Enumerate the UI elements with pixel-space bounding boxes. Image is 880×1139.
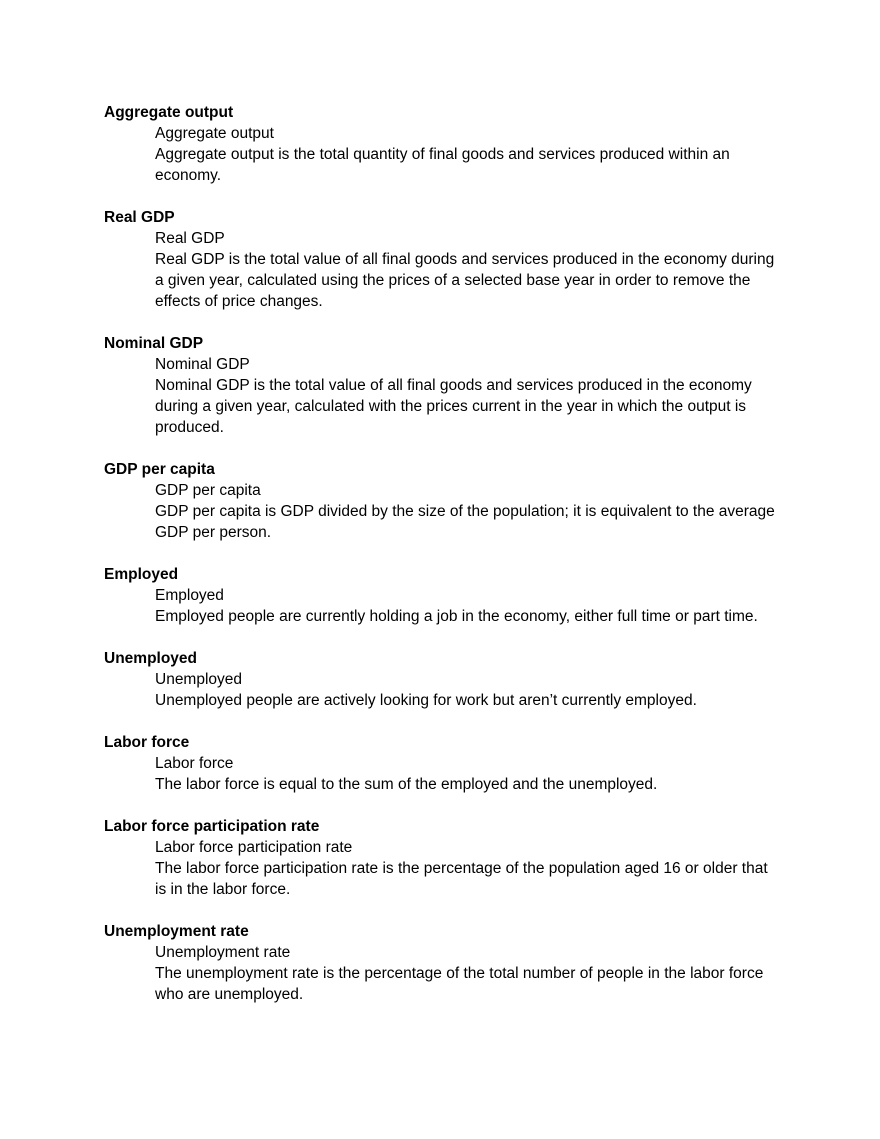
term-repeat: Real GDP bbox=[155, 230, 225, 247]
glossary-entry-real-gdp bbox=[104, 207, 794, 312]
term-definition: Employed people are currently holding a job in the economy, either full time or part time. bbox=[155, 608, 758, 625]
term-repeat: Labor force participation rate bbox=[155, 839, 353, 856]
term-heading: Labor force participation rate bbox=[104, 818, 320, 835]
term-definition: The labor force is equal to the sum of the employed and the unemployed. bbox=[155, 776, 658, 793]
glossary-entry-nominal-gdp bbox=[104, 333, 794, 438]
glossary-entry-labor-force bbox=[104, 732, 794, 795]
term-heading: Aggregate output bbox=[104, 104, 234, 121]
glossary-document bbox=[104, 102, 794, 1026]
term-definition: Aggregate output is the total quantity of final goods and services produced within an economy. bbox=[155, 146, 730, 184]
term-repeat: Aggregate output bbox=[155, 125, 274, 142]
term-repeat: GDP per capita bbox=[155, 482, 261, 499]
glossary-entry-labor-force-participation-rate bbox=[104, 816, 794, 900]
term-definition: The unemployment rate is the percentage of the total number of people in the labor force who are unemployed. bbox=[155, 965, 764, 1003]
term-repeat: Labor force bbox=[155, 755, 234, 772]
term-repeat: Unemployed bbox=[155, 671, 243, 688]
term-heading: GDP per capita bbox=[104, 461, 215, 478]
term-definition: The labor force participation rate is the percentage of the population aged 16 or older that is in the labor force. bbox=[155, 860, 768, 898]
glossary-entry-unemployment-rate bbox=[104, 921, 794, 1005]
term-heading: Employed bbox=[104, 566, 179, 583]
glossary-entry-unemployed bbox=[104, 648, 794, 711]
glossary-entry-gdp-per-capita bbox=[104, 459, 794, 543]
term-repeat: Unemployment rate bbox=[155, 944, 291, 961]
term-heading: Nominal GDP bbox=[104, 335, 204, 352]
term-definition: Real GDP is the total value of all final goods and services produced in the economy during a given year, calculated using the prices of a selected base year in order to remove the effects of price changes. bbox=[155, 251, 775, 310]
term-repeat: Employed bbox=[155, 587, 224, 604]
term-heading: Labor force bbox=[104, 734, 190, 751]
term-heading: Unemployment rate bbox=[104, 923, 249, 940]
term-definition: Nominal GDP is the total value of all final goods and services produced in the economy during a given year, calculated with the prices current in the year in which the output is produced. bbox=[155, 377, 752, 436]
term-definition: Unemployed people are actively looking for work but aren’t currently employed. bbox=[155, 692, 697, 709]
glossary-entry-employed bbox=[104, 564, 794, 627]
term-heading: Unemployed bbox=[104, 650, 198, 667]
term-definition: GDP per capita is GDP divided by the size of the population; it is equivalent to the average GDP per person. bbox=[155, 503, 775, 541]
glossary-entry-aggregate-output bbox=[104, 102, 794, 186]
term-repeat: Nominal GDP bbox=[155, 356, 250, 373]
term-heading: Real GDP bbox=[104, 209, 175, 226]
